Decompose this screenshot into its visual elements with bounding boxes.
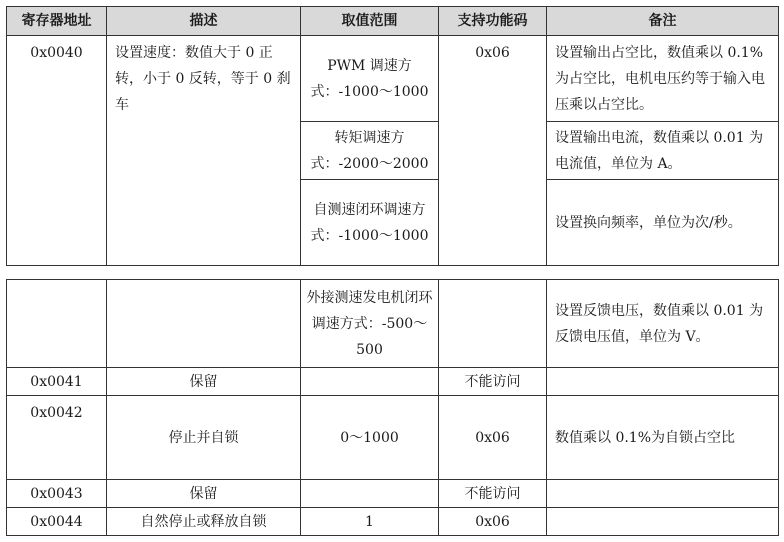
cell-function-code: 0x06 [439,36,547,266]
register-table-part1 [6,6,779,266]
cell-function-code: 不能访问 [439,480,547,508]
table-row [7,280,779,368]
cell-range: 转矩调速方式：-2000～2000 [301,122,439,180]
header-note: 备注 [547,7,779,36]
register-table-part2 [6,279,779,536]
cell-description: 设置速度：数值大于 0 正转，小于 0 反转，等于 0 刹车 [107,36,301,266]
cell-note [547,508,779,536]
cell-note: 设置换向频率，单位为次/秒。 [547,180,779,266]
header-function-code: 支持功能码 [439,7,547,36]
cell-description-empty [107,280,301,368]
cell-note [547,480,779,508]
cell-range: 1 [301,508,439,536]
header-row [7,7,779,36]
cell-range: 自测速闭环调速方式：-1000～1000 [301,180,439,266]
table-row [7,36,779,122]
table-row [7,368,779,396]
header-description: 描述 [107,7,301,36]
cell-address: 0x0044 [7,508,107,536]
cell-description: 停止并自锁 [107,396,301,480]
cell-description: 保留 [107,480,301,508]
cell-function-code-empty [439,280,547,368]
cell-address: 0x0040 [7,36,107,266]
cell-range: 0～1000 [301,396,439,480]
cell-function-code: 0x06 [439,508,547,536]
cell-address: 0x0043 [7,480,107,508]
header-address: 寄存器地址 [7,7,107,36]
cell-note: 设置反馈电压，数值乘以 0.01 为反馈电压值，单位为 V。 [547,280,779,368]
cell-description: 保留 [107,368,301,396]
cell-address-empty [7,280,107,368]
cell-note: 数值乘以 0.1%为自锁占空比 [547,396,779,480]
cell-note: 设置输出占空比，数值乘以 0.1%为占空比，电机电压约等于输入电压乘以占空比。 [547,36,779,122]
table-row [7,508,779,536]
cell-address: 0x0042 [7,396,107,480]
table-row [7,480,779,508]
cell-range [301,368,439,396]
header-range: 取值范围 [301,7,439,36]
cell-note [547,368,779,396]
cell-range: 外接测速发电机闭环调速方式：-500～500 [301,280,439,368]
cell-range [301,480,439,508]
cell-function-code: 不能访问 [439,368,547,396]
cell-note: 设置输出电流，数值乘以 0.01 为电流值，单位为 A。 [547,122,779,180]
table-row [7,396,779,480]
cell-range: PWM 调速方式：-1000～1000 [301,36,439,122]
cell-function-code: 0x06 [439,396,547,480]
cell-description: 自然停止或释放自锁 [107,508,301,536]
cell-address: 0x0041 [7,368,107,396]
